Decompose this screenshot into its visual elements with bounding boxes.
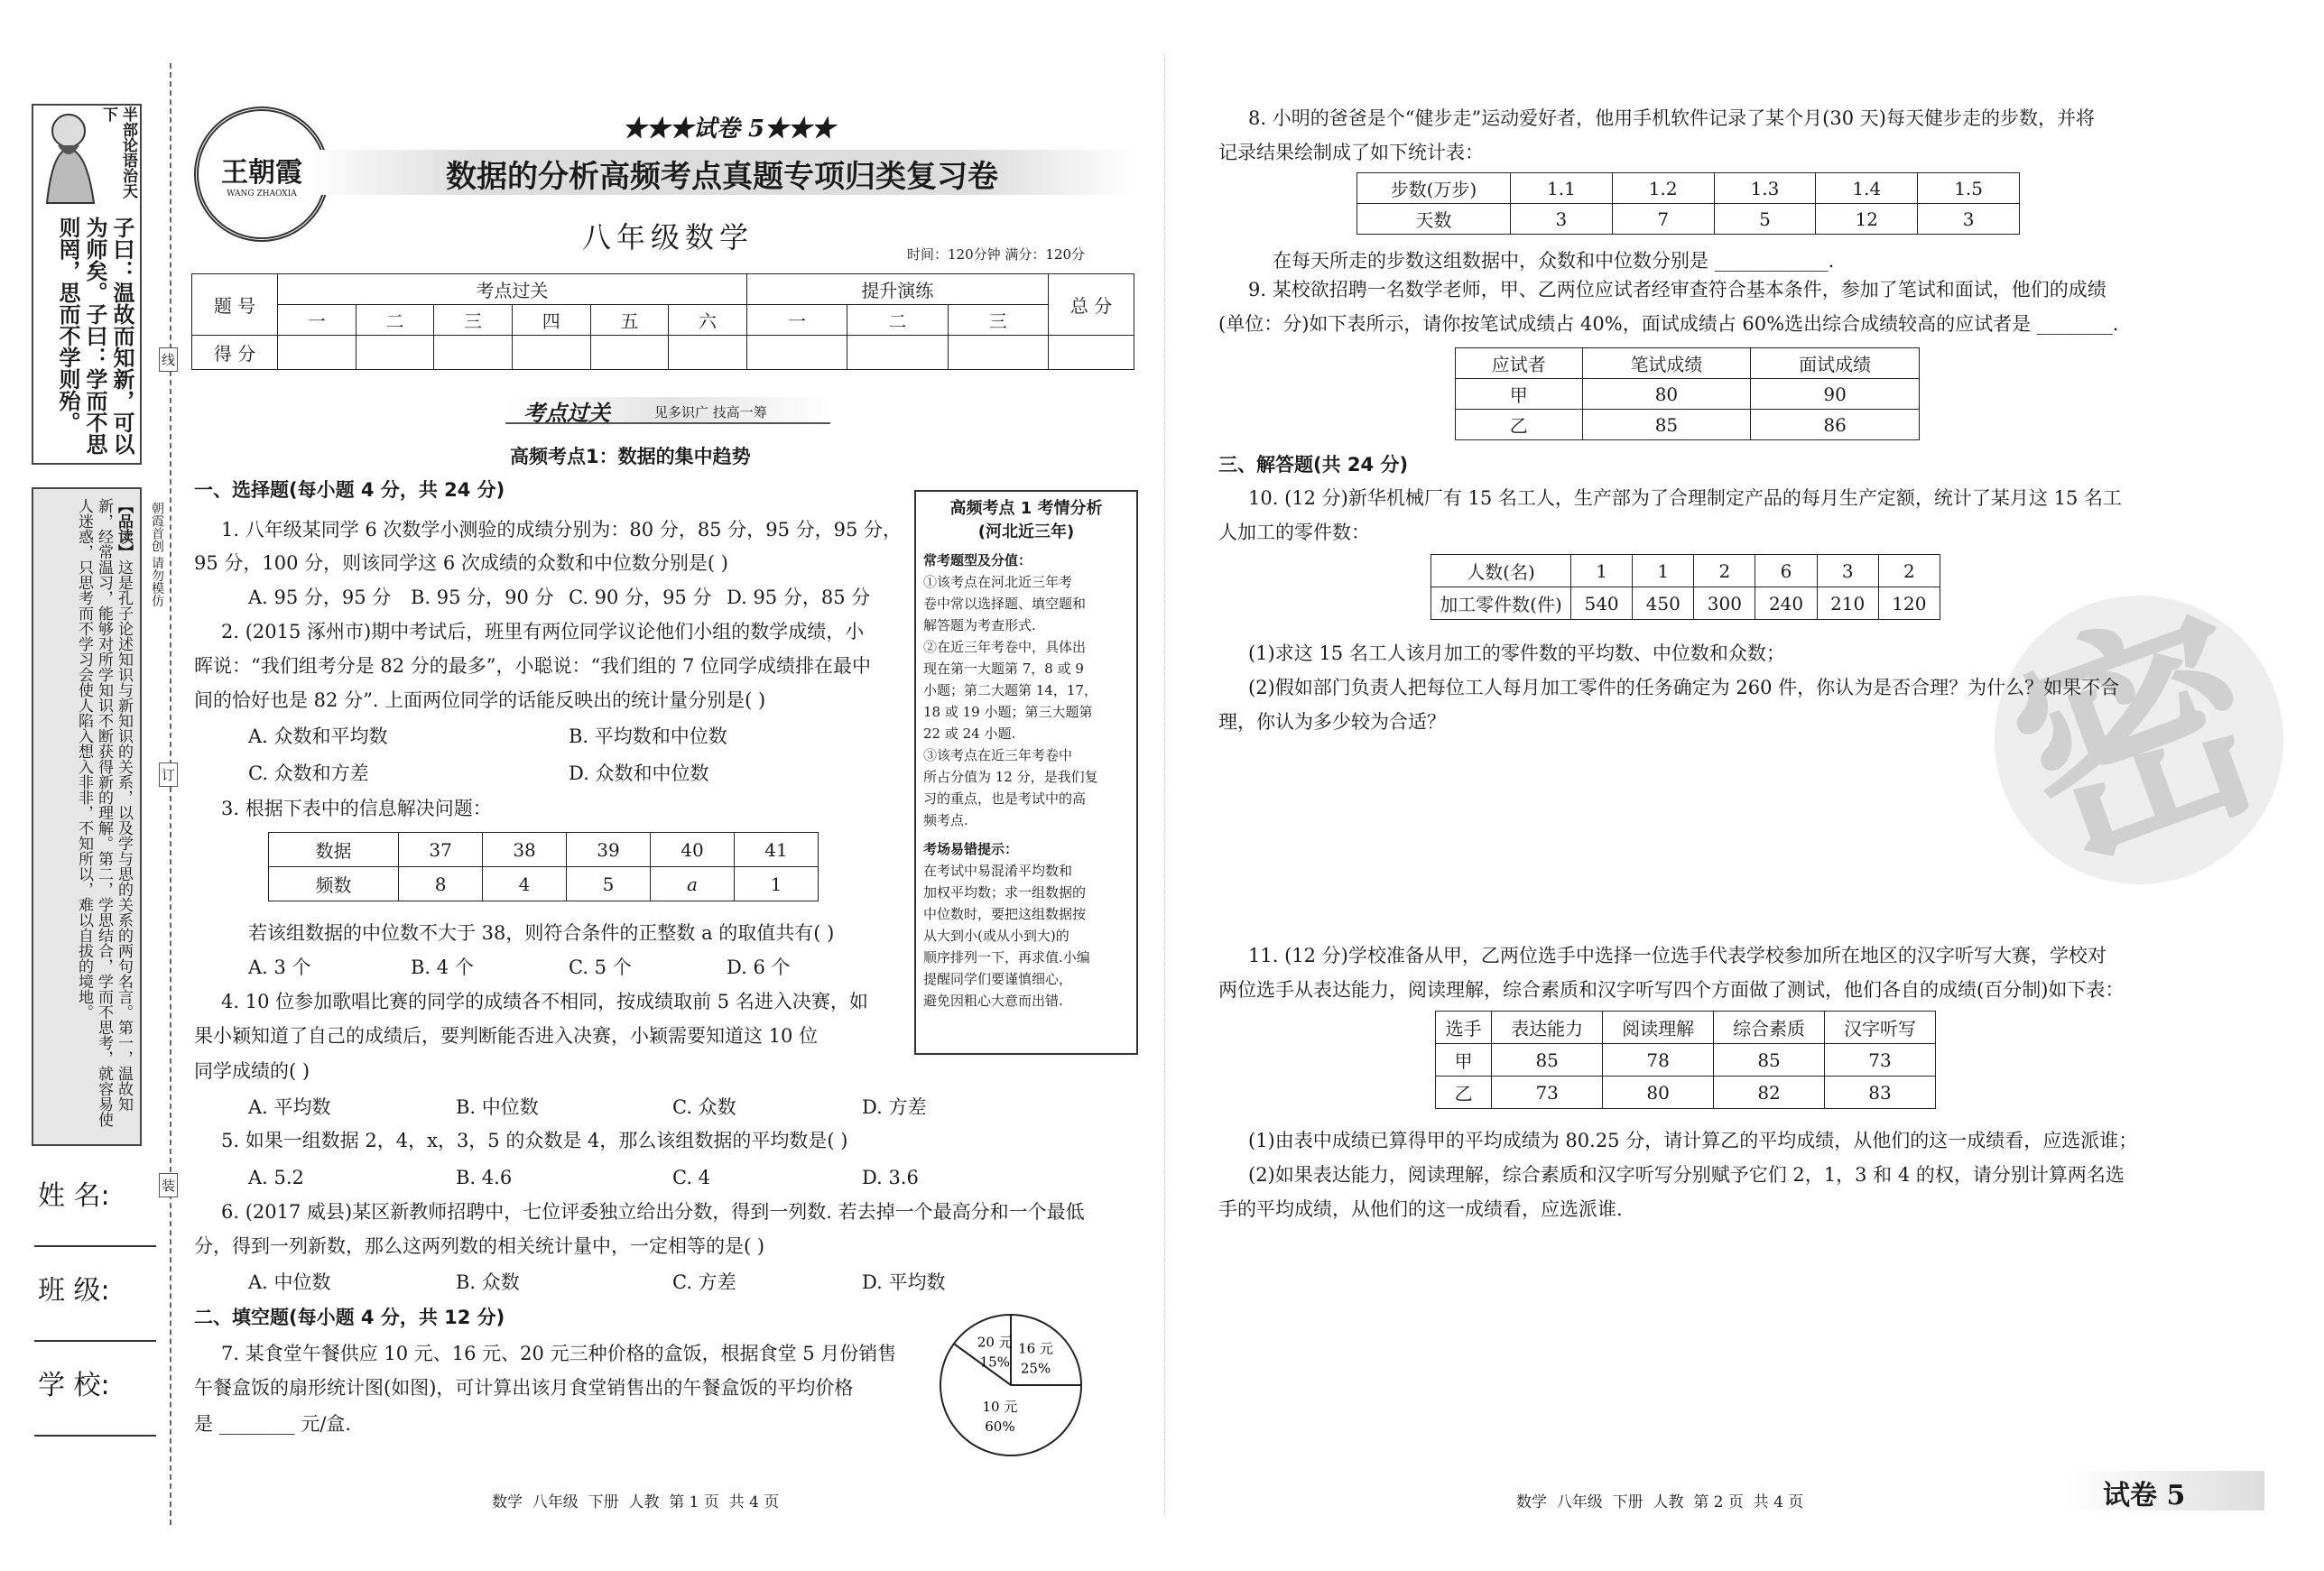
q7-line3: 是 ________ 元/盒. <box>194 1413 352 1435</box>
q11-table <box>1435 1011 1936 1109</box>
q11-cell: 85 <box>1492 1044 1603 1077</box>
q11-cell: 85 <box>1714 1044 1825 1077</box>
q3-cell: 8 <box>399 867 483 901</box>
slice-percent: 25% <box>1020 1360 1051 1377</box>
score-cell[interactable] <box>1049 336 1134 370</box>
q8-line1: 8. 小明的爸爸是个“健步走”运动爱好者，他用手机软件记录了某个月(30 天)每天健步走的步数，并将 <box>1248 107 2095 129</box>
q11-cell: 阅读理解 <box>1603 1012 1714 1044</box>
q9-cell: 86 <box>1751 410 1920 440</box>
q3-option[interactable]: A. 3 个 <box>248 956 311 978</box>
q11-line1: 11. (12 分)学校准备从甲，乙两位选手中选择一位选手代表学校参加所在地区的汉字听写大赛，学校对 <box>1248 945 2106 966</box>
class-label: 班 级: <box>38 1275 110 1307</box>
q2-option[interactable]: D. 众数和中位数 <box>569 762 709 784</box>
q6-option[interactable]: C. 方差 <box>672 1271 736 1293</box>
score-cell[interactable] <box>746 336 847 370</box>
q11-cell: 选手 <box>1436 1012 1492 1044</box>
q2-option[interactable]: C. 众数和方差 <box>248 762 369 784</box>
q6-option[interactable]: D. 平均数 <box>862 1271 946 1293</box>
q11-cell: 表达能力 <box>1492 1012 1603 1044</box>
logo-text: 王朝霞 <box>221 157 302 189</box>
q5-option[interactable]: B. 4.6 <box>456 1167 513 1188</box>
q9-cell: 甲 <box>1456 379 1583 410</box>
q11-cell: 83 <box>1825 1077 1936 1109</box>
q9-cell: 笔试成绩 <box>1582 348 1751 379</box>
kd-col: 二 <box>356 305 434 336</box>
binding-mark-1: 线 <box>159 347 178 372</box>
q3-line1: 3. 根据下表中的信息解决问题： <box>221 798 492 819</box>
q5-option[interactable]: C. 4 <box>672 1167 711 1188</box>
q8-cell: 3 <box>1918 204 2020 235</box>
center-fold <box>1164 54 1165 1516</box>
reading-body: 这是孔子论述知识与新知识的关系，以及学与思的关系的两句名言。第一，温故知新，经常温习，能够对所学知识不断获得新的理解。第二，学思结合，学而不思考，就容易使人迷惑，只思考而不学习会使人陷入想入非非，不知所以，难以自拔的境地。 <box>75 498 133 1127</box>
q4-option[interactable]: C. 众数 <box>672 1096 736 1118</box>
q1-option[interactable]: C. 90 分，95 分 <box>569 587 712 608</box>
pie-chart <box>934 1308 1088 1462</box>
q8-cell: 步数(万步) <box>1357 173 1511 204</box>
score-cell[interactable] <box>512 336 590 370</box>
q9-cell: 90 <box>1751 379 1920 410</box>
binding-mark-3: 装 <box>159 1173 178 1197</box>
q10-cell: 1 <box>1633 555 1694 587</box>
q3-line2: 若该组数据的中位数不大于 38，则符合条件的正整数 a 的取值共有( ) <box>248 922 835 944</box>
q3-cell: 频数 <box>269 867 399 901</box>
q9-cell: 面试成绩 <box>1751 348 1920 379</box>
q11-cell: 甲 <box>1436 1044 1492 1077</box>
school-field[interactable] <box>34 1435 156 1437</box>
part2-title: 二、填空题(每小题 4 分，共 12 分) <box>194 1307 505 1328</box>
kd-col: 三 <box>434 305 513 336</box>
q10-line2: 人加工的零件数： <box>1218 522 1370 543</box>
q10-table <box>1431 554 1940 620</box>
ts-group: 提升演练 <box>746 274 1048 305</box>
q3-cell: 1 <box>734 867 818 901</box>
q3-cell: 41 <box>734 833 818 867</box>
q10-cell: 120 <box>1878 587 1940 620</box>
q10-cell: 2 <box>1694 555 1755 587</box>
q1-option[interactable]: B. 95 分，90 分 <box>411 587 554 608</box>
q9-cell: 85 <box>1582 410 1751 440</box>
q9-cell: 应试者 <box>1456 348 1583 379</box>
vertical-quote-top: 半部论语治天下 <box>99 106 137 199</box>
q9-cell: 乙 <box>1456 410 1583 440</box>
info-line: 频考点. <box>923 812 968 828</box>
q11-cell: 80 <box>1603 1077 1714 1109</box>
ts-col: 三 <box>948 305 1048 336</box>
info-line: 所占分值为 12 分，是我们复 <box>923 769 1098 785</box>
subject-title: 八年级数学 <box>581 220 754 254</box>
q8-cell: 3 <box>1511 204 1613 235</box>
q3-cell: 38 <box>483 833 567 867</box>
q3-option[interactable]: B. 4 个 <box>411 956 474 978</box>
q8-cell: 1.2 <box>1612 173 1714 204</box>
info-box <box>914 490 1138 1055</box>
part1-title: 一、选择题(每小题 4 分，共 24 分) <box>194 479 505 501</box>
q2-line2: 晖说：“我们组考分是 82 分的最多”，小聪说：“我们组的 7 位同学成绩排在最中 <box>194 655 871 677</box>
q10-cell: 240 <box>1755 587 1817 620</box>
q10-cell: 加工零件数(件) <box>1431 587 1571 620</box>
reading-text <box>43 498 134 1139</box>
school-label: 学 校: <box>38 1370 110 1401</box>
info-line: 小题；第二大题第 14，17， <box>923 682 1097 698</box>
name-field[interactable] <box>34 1245 156 1247</box>
q2-line3: 间的恰好也是 82 分”. 上面两位同学的话能反映出的统计量分别是( ) <box>194 689 766 711</box>
q11-line2: 两位选手从表达能力，阅读理解，综合素质和汉字听写四个方面做了测试，他们各自的成绩(百分制)如下表： <box>1218 979 2125 1001</box>
score-cell[interactable] <box>847 336 948 370</box>
topic-title: 高频考点1：数据的集中趋势 <box>510 446 751 467</box>
q3-table <box>268 832 819 901</box>
footer-right: 数学 八年级 下册 人教 第 2 页 共 4 页 <box>1516 1493 1804 1511</box>
q8-cell: 1.1 <box>1511 173 1613 204</box>
q10-sub1: (1)求这 15 名工人该月加工的零件数的平均数、中位数和众数； <box>1248 642 1785 664</box>
slice-percent: 15% <box>979 1354 1010 1371</box>
slice-label: 16 元 <box>1018 1340 1054 1357</box>
part3-title: 三、解答题(共 24 分) <box>1218 454 1409 476</box>
score-cell[interactable] <box>590 336 669 370</box>
kd-col: 一 <box>278 305 356 336</box>
q3-cell: 40 <box>651 833 735 867</box>
q2-option[interactable]: A. 众数和平均数 <box>248 725 388 747</box>
logo-subtext: WANG ZHAOXIA <box>227 189 297 199</box>
q6-line1: 6. (2017 威县)某区新教师招聘中，七位评委独立给出分数，得到一列数. 若去掉一个最高分和一个最低 <box>221 1201 1085 1223</box>
q1-option[interactable]: A. 95 分，95 分 <box>248 587 392 608</box>
q3-cell: 4 <box>483 867 567 901</box>
q3-option[interactable]: C. 5 个 <box>569 956 632 978</box>
info-line: 加权平均数；求一组数据的 <box>923 884 1087 901</box>
info-heading: 考场易错提示： <box>923 841 1019 857</box>
info-line: 卷中常以选择题、填空题和 <box>923 596 1087 612</box>
info-line: 顺序排列一下，再求值.小编 <box>923 949 1090 966</box>
q9-line1: 9. 某校欲招聘一名数学老师，甲、乙两位应试者经审查符合基本条件，参加了笔试和面试，他们的成绩 <box>1248 279 2106 300</box>
score-cell[interactable] <box>278 336 356 370</box>
q8-line3: 在每天所走的步数这组数据中，众数和中位数分别是 ____________. <box>1273 250 1835 272</box>
page-title: 数据的分析高频考点真题专项归类复习卷 <box>446 159 998 195</box>
binding-line <box>170 63 171 1525</box>
q11-sub2b: 手的平均成绩，从他们的这一成绩看，应选派谁. <box>1218 1198 1623 1220</box>
q5-option[interactable]: A. 5.2 <box>248 1167 304 1188</box>
slice-label: 20 元 <box>977 1334 1013 1351</box>
name-label: 姓 名: <box>38 1180 110 1212</box>
q1-line2: 95 分，100 分，则该同学这 6 次成绩的众数和中位数分别是( ) <box>194 552 728 574</box>
kd-group: 考点过关 <box>278 274 747 305</box>
kd-col: 五 <box>590 305 669 336</box>
info-line: 从大到小(或从小到大)的 <box>923 928 1069 944</box>
q6-option[interactable]: B. 众数 <box>456 1271 520 1293</box>
q11-cell: 82 <box>1714 1077 1825 1109</box>
q3-cell: a <box>651 867 735 901</box>
q1-option[interactable]: D. 95 分，85 分 <box>727 587 871 608</box>
kd-col: 四 <box>512 305 590 336</box>
q10-cell: 2 <box>1878 555 1940 587</box>
info-line: 提醒同学们要谨慎细心， <box>923 971 1073 987</box>
q8-cell: 1.5 <box>1918 173 2020 204</box>
q3-option[interactable]: D. 6 个 <box>727 956 791 978</box>
info-title: 高频考点 1 考情分析 <box>949 499 1103 518</box>
q3-cell: 5 <box>567 867 651 901</box>
ts-col: 一 <box>746 305 847 336</box>
info-heading: 常考题型及分值： <box>923 552 1032 568</box>
q10-cell: 540 <box>1571 587 1633 620</box>
info-line: 22 或 24 小题. <box>923 725 1016 742</box>
q5-line1: 5. 如果一组数据 2，4，x，3，5 的众数是 4，那么该组数据的平均数是( ) <box>221 1130 848 1151</box>
class-field[interactable] <box>34 1340 156 1342</box>
q9-line2: (单位：分)如下表所示，请你按笔试成绩占 40%，面试成绩占 60%选出综合成绩较高的应试者是 ________. <box>1218 313 2119 335</box>
score-cell[interactable] <box>356 336 434 370</box>
time-info: 时间：120分钟 满分：120分 <box>907 246 1086 263</box>
info-line: 在考试中易混淆平均数和 <box>923 863 1073 879</box>
q4-option[interactable]: A. 平均数 <box>248 1096 331 1118</box>
q10-cell: 450 <box>1633 587 1694 620</box>
q8-cell: 12 <box>1816 204 1918 235</box>
q10-cell: 3 <box>1817 555 1878 587</box>
motto-text: 子曰：温故而知新，可以为师矣。子曰：学而不思则罔，思而不学则殆。 <box>55 217 135 455</box>
q9-cell: 80 <box>1582 379 1751 410</box>
q5-option[interactable]: D. 3.6 <box>862 1167 919 1188</box>
section-banner-main: 考点过关 <box>523 400 610 426</box>
q8-cell: 天数 <box>1357 204 1511 235</box>
binding-mark-2: 订 <box>159 762 178 787</box>
q1-line1: 1. 八年级某同学 6 次数学小测验的成绩分别为：80 分，85 分，95 分，95 分， <box>221 519 903 541</box>
q8-cell: 1.3 <box>1714 173 1816 204</box>
info-subtitle: (河北近三年) <box>977 522 1075 541</box>
q8-cell: 1.4 <box>1816 173 1918 204</box>
q2-option[interactable]: B. 平均数和中位数 <box>569 725 727 747</box>
q10-line1: 10. (12 分)新华机械厂有 15 名工人，生产部为了合理制定产品的每月生产定额，统计了某月这 15 名工 <box>1248 487 2122 509</box>
side-note: 朝霞首创 请勿模仿 <box>150 502 164 607</box>
q7-line1: 7. 某食堂午餐供应 10 元、16 元、20 元三种价格的盒饭，根据食堂 5 月份销售 <box>221 1343 897 1364</box>
q8-cell: 7 <box>1612 204 1714 235</box>
info-line: 现在第一大题第 7，8 或 9 <box>923 661 1084 677</box>
q4-option[interactable]: B. 中位数 <box>456 1096 539 1118</box>
q8-cell: 5 <box>1714 204 1816 235</box>
ts-col: 二 <box>847 305 948 336</box>
q4-line3: 同学成绩的( ) <box>194 1060 310 1082</box>
footer-left: 数学 八年级 下册 人教 第 1 页 共 4 页 <box>492 1493 780 1511</box>
info-line: ②在近三年考卷中，具体出 <box>923 639 1087 655</box>
q11-cell: 73 <box>1492 1077 1603 1109</box>
q10-sub2a: (2)假如部门负责人把每位工人每月加工零件的任务确定为 260 件，你认为是否合理？为什么？如果不合 <box>1248 677 2120 698</box>
q11-cell: 汉字听写 <box>1825 1012 1936 1044</box>
confucius-illustration <box>34 104 105 203</box>
info-lines-2 <box>923 860 1129 1012</box>
footer-tag: 试卷 5 <box>2103 1480 2186 1511</box>
q10-sub2b: 理，你认为多少较为合适？ <box>1218 711 1446 733</box>
score-table <box>191 273 1134 370</box>
info-line: 18 或 19 小题；第三大题第 <box>923 704 1093 720</box>
q7-line2: 午餐盒饭的扇形统计图(如图)，可计算出该月食堂销售出的午餐盒饭的平均价格 <box>194 1377 854 1399</box>
score-cell[interactable] <box>948 336 1048 370</box>
score-cell[interactable] <box>434 336 513 370</box>
section-banner-sub: 见多识广 技高一筹 <box>654 404 767 420</box>
info-line: ①该考点在河北近三年考 <box>923 574 1073 590</box>
q11-cell: 综合素质 <box>1714 1012 1825 1044</box>
q6-option[interactable]: A. 中位数 <box>248 1271 331 1293</box>
slice-label: 10 元 <box>982 1399 1018 1416</box>
score-row-label: 得 分 <box>192 336 278 370</box>
info-line: 解答题为考查形式. <box>923 617 1036 633</box>
q3-cell: 39 <box>567 833 651 867</box>
q3-cell: 数据 <box>269 833 399 867</box>
col-label: 题 号 <box>192 274 278 336</box>
q9-table <box>1455 347 1920 440</box>
q11-sub2a: (2)如果表达能力，阅读理解，综合素质和汉字听写分别赋予它们 2，1，3 和 4 的权，请分别计算两名选 <box>1248 1164 2125 1186</box>
total-label: 总 分 <box>1049 274 1134 336</box>
q10-cell: 1 <box>1571 555 1633 587</box>
info-line: 中位数时，要把这组数据按 <box>923 906 1087 922</box>
paper-number: ★★★试卷 5★★★ <box>623 116 836 143</box>
q6-line2: 分，得到一列新数，那么这两列数的相关统计量中，一定相等的是( ) <box>194 1235 765 1257</box>
info-lines-1 <box>923 571 1129 831</box>
info-line: ③该考点在近三年考卷中 <box>923 747 1073 763</box>
q11-cell: 乙 <box>1436 1077 1492 1109</box>
q4-option[interactable]: D. 方差 <box>862 1096 927 1118</box>
info-line: 习的重点，也是考试中的高 <box>923 790 1087 807</box>
q4-line2: 果小颖知道了自己的成绩后，要判断能否进入决赛，小颖需要知道这 10 位 <box>194 1025 819 1047</box>
q10-cell: 300 <box>1694 587 1755 620</box>
q3-cell: 37 <box>399 833 483 867</box>
q8-line2: 记录结果绘制成了如下统计表： <box>1218 142 1484 163</box>
q4-line1: 4. 10 位参加歌唱比赛的同学的成绩各不相同，按成绩取前 5 名进入决赛，如 <box>221 991 868 1012</box>
slice-percent: 60% <box>985 1419 1015 1436</box>
info-line: 避免因粗心大意而出错. <box>923 993 1063 1009</box>
q11-cell: 78 <box>1603 1044 1714 1077</box>
q8-table <box>1356 172 2020 235</box>
q10-cell: 6 <box>1755 555 1817 587</box>
q2-line1: 2. (2015 涿州市)期中考试后，班里有两位同学议论他们小组的数学成绩，小 <box>221 621 865 642</box>
q11-cell: 73 <box>1825 1044 1936 1077</box>
watermark: 密 <box>1954 555 2324 925</box>
kd-col: 六 <box>669 305 747 336</box>
q10-cell: 人数(名) <box>1431 555 1571 587</box>
reading-label: 【品读】 <box>115 498 133 559</box>
q11-sub1: (1)由表中成绩已算得甲的平均成绩为 80.25 分，请计算乙的平均成绩，从他们的这一成绩看，应选派谁； <box>1248 1130 2138 1151</box>
score-cell[interactable] <box>669 336 747 370</box>
q10-cell: 210 <box>1817 587 1878 620</box>
